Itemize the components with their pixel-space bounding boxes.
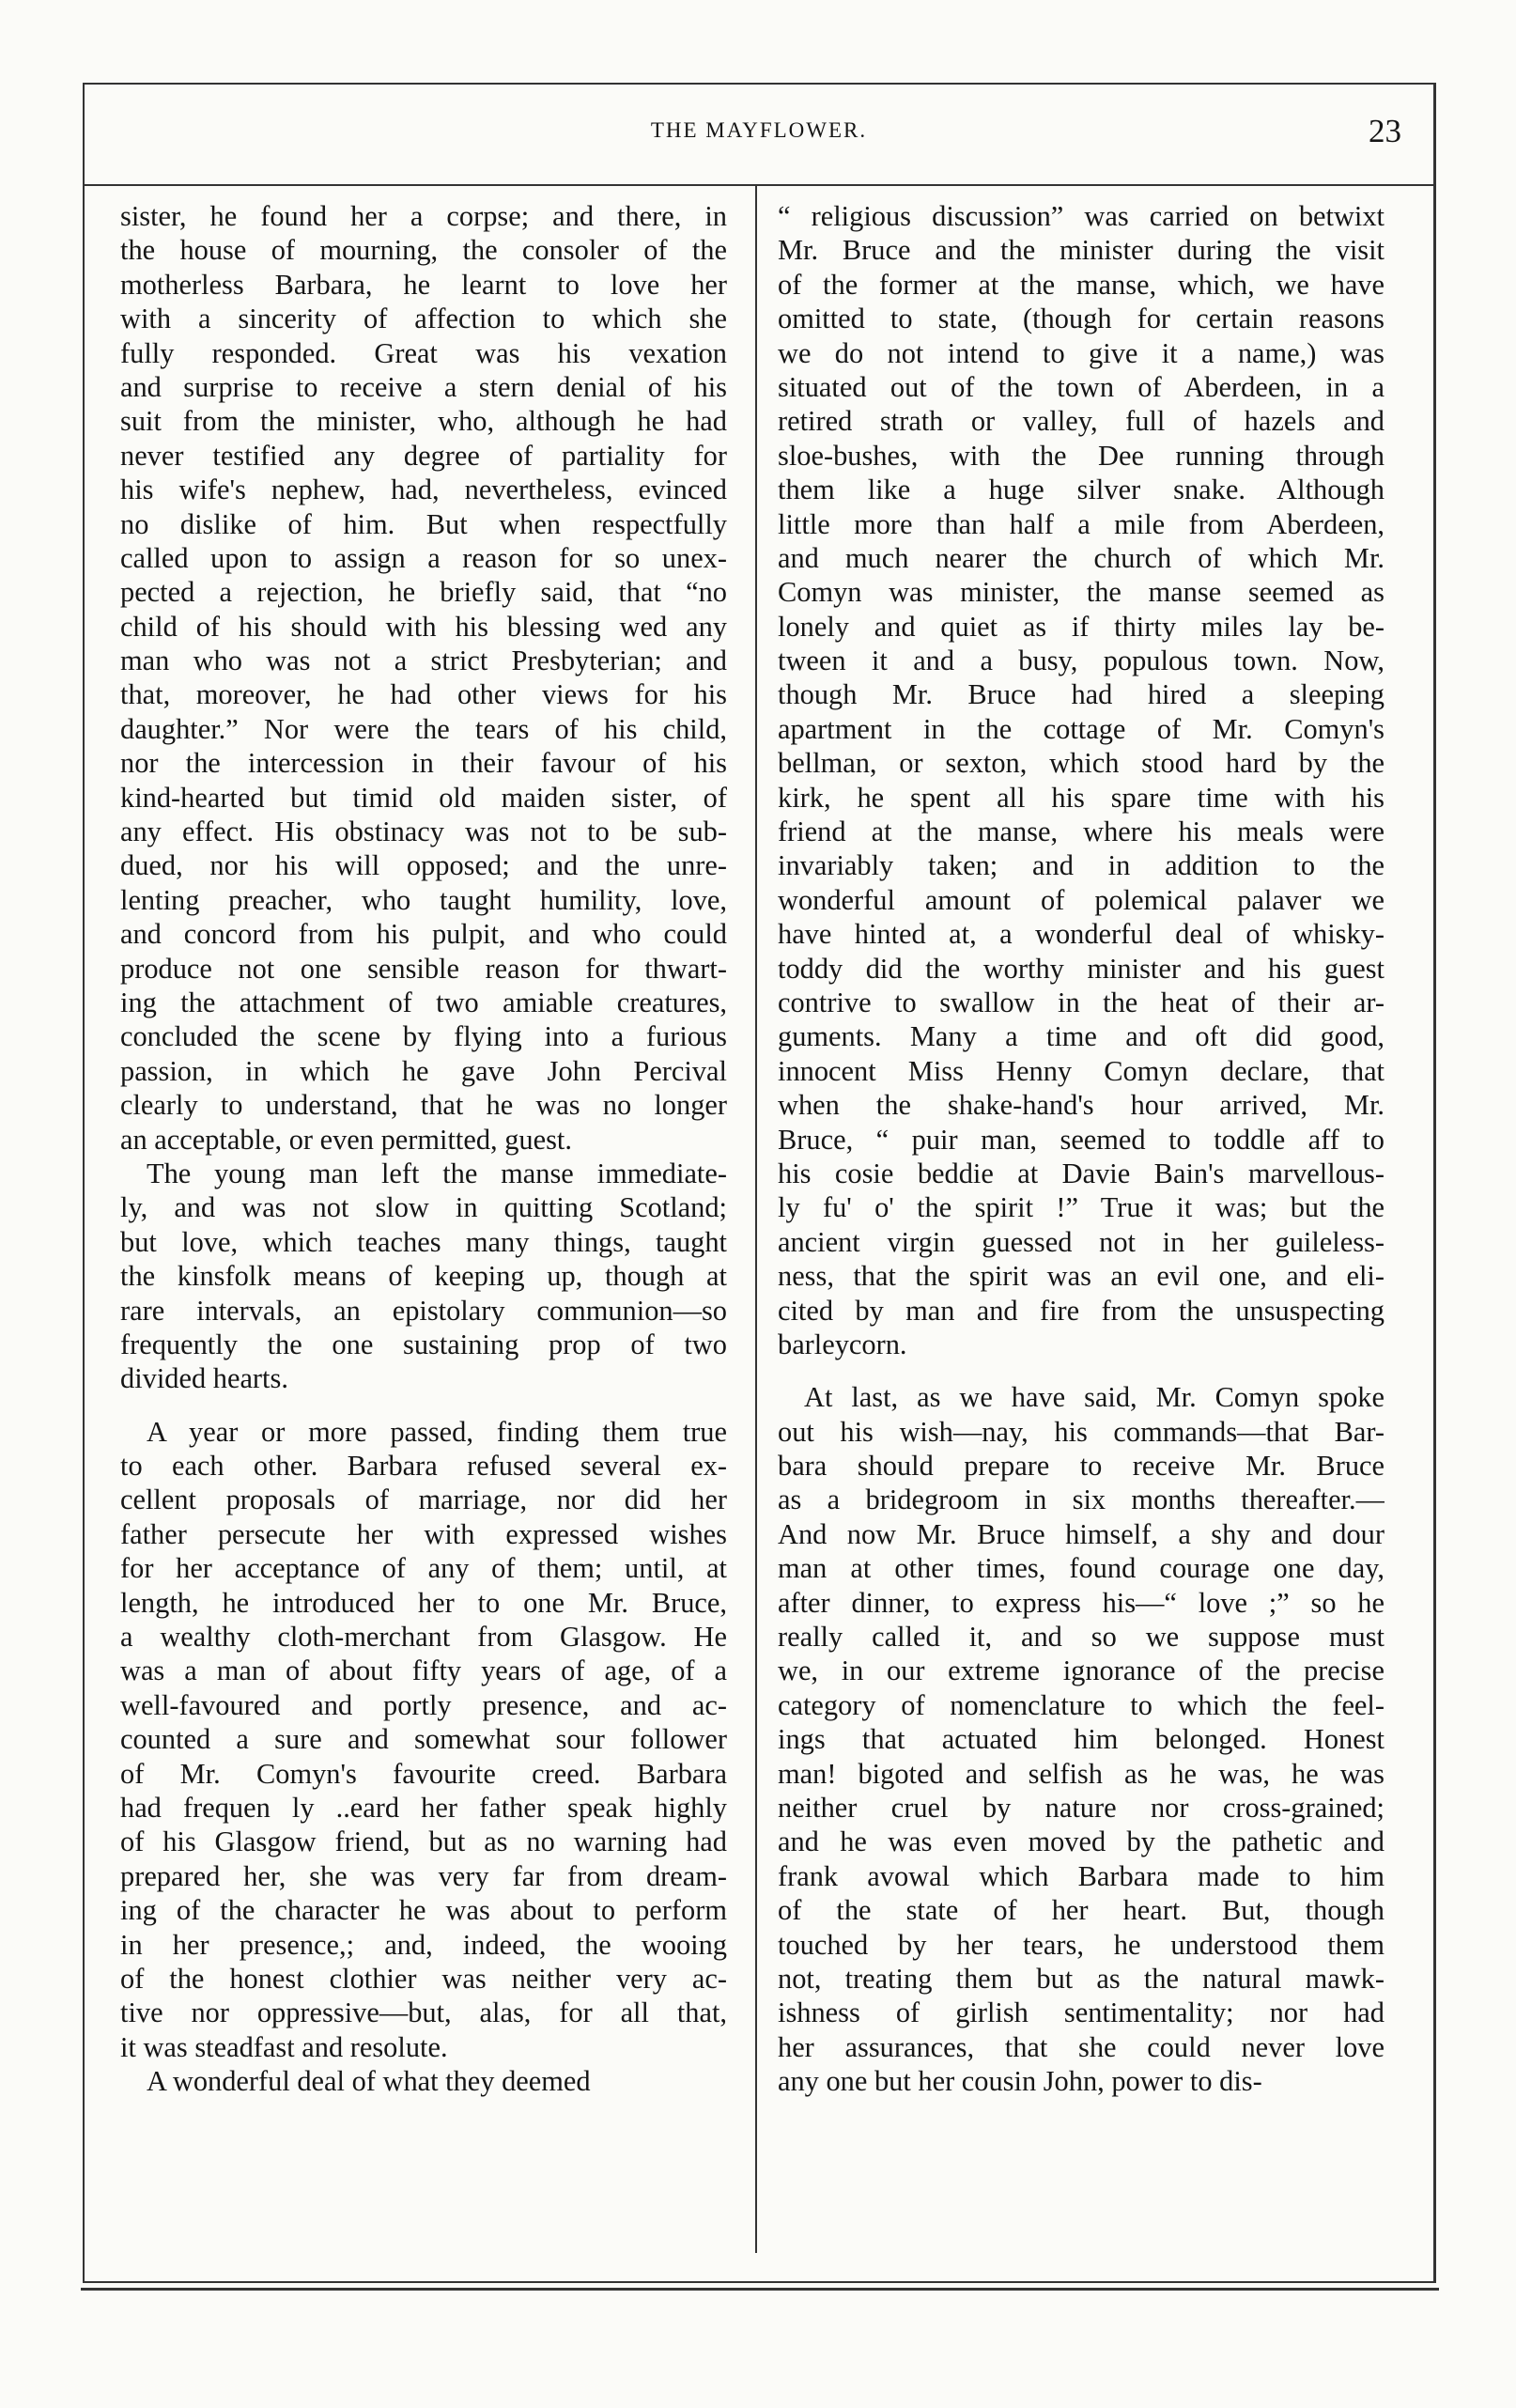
text-line: as a bridegroom in six months thereafter.— <box>778 1484 1385 1516</box>
text-line: ness, that the spirit was an evil one, and eli- <box>778 1260 1385 1293</box>
text-line: we do not intend to give it a name,) was <box>778 336 1385 369</box>
text-line: suit from the minister, who, although he had <box>120 405 727 438</box>
text-line: dued, nor his will opposed; and the unre- <box>120 849 727 882</box>
text-line: was a man of about fifty years of age, of a <box>120 1655 727 1687</box>
text-line: of the state of her heart. But, though <box>778 1894 1385 1927</box>
text-line: retired strath or valley, full of hazels and <box>778 405 1385 438</box>
text-line: ancient virgin guessed not in her guileless- <box>778 1225 1385 1258</box>
text-line: motherless Barbara, he learnt to love her <box>120 268 727 301</box>
text-line: to each other. Barbara refused several ex- <box>120 1450 727 1483</box>
text-line: that, moreover, he had other views for his <box>120 678 727 711</box>
text-line: a wealthy cloth-merchant from Glasgow. He <box>120 1621 727 1654</box>
text-line: cellent proposals of marriage, nor did her <box>120 1484 727 1516</box>
text-line: of the former at the manse, which, we have <box>778 268 1385 301</box>
text-line: rare intervals, an epistolary communion—so <box>120 1294 727 1327</box>
text-line: any one but her cousin John, power to dis- <box>778 2065 1262 2098</box>
text-line: and much nearer the church of which Mr. <box>778 541 1385 574</box>
text-line: Mr. Bruce and the minister during the visit <box>778 234 1385 267</box>
text-line: ing of the character he was about to perform <box>120 1894 727 1927</box>
text-line: had frequen ly ..eard her father speak highly <box>120 1791 727 1824</box>
text-line: barleycorn. <box>778 1328 907 1360</box>
text-line: length, he introduced her to one Mr. Bruce, <box>120 1586 727 1619</box>
text-line: out his wish—nay, his commands—that Bar- <box>778 1415 1385 1448</box>
text-line: for her acceptance of any of them; until, at <box>120 1552 727 1585</box>
text-line: lonely and quiet as if thirty miles lay be- <box>778 610 1385 643</box>
text-line: ishness of girlish sentimentality; nor had <box>778 1996 1385 2029</box>
text-line: wonderful amount of polemical palaver we <box>778 883 1385 916</box>
text-line: child of his should with his blessing wed any <box>120 610 727 643</box>
page-header <box>85 113 1433 171</box>
text-line: man! bigoted and selfish as he was, he was <box>778 1757 1385 1790</box>
text-line: Comyn was minister, the manse seemed as <box>778 576 1385 609</box>
text-line: innocent Miss Henny Comyn declare, that <box>778 1054 1385 1087</box>
text-line: his cosie beddie at Davie Bain's marvellous- <box>778 1157 1385 1189</box>
text-line: toddy did the worthy minister and his guest <box>778 952 1385 985</box>
text-line: fully responded. Great was his vexation <box>120 336 727 369</box>
text-line: it was steadfast and resolute. <box>120 2030 448 2063</box>
text-line: and concord from his pulpit, and who could <box>120 918 727 951</box>
text-line: And now Mr. Bruce himself, a shy and dour <box>778 1517 1385 1550</box>
text-line: lenting preacher, who taught humility, love, <box>120 883 727 916</box>
text-line: of his Glasgow friend, but as no warning had <box>120 1825 727 1858</box>
text-line: prepared her, she was very far from dream- <box>120 1859 727 1892</box>
right-column <box>778 199 1385 2098</box>
text-line: Bruce, “ puir man, seemed to toddle aff to <box>778 1123 1385 1156</box>
text-line: A year or more passed, finding them true <box>147 1415 727 1448</box>
text-line: ings that actuated him belonged. Honest <box>778 1723 1385 1756</box>
text-line: apartment in the cottage of Mr. Comyn's <box>778 712 1385 745</box>
text-line: of the honest clothier was neither very ac- <box>120 1962 727 1995</box>
page-frame <box>83 83 1436 2283</box>
text-line: At last, as we have said, Mr. Comyn spoke <box>804 1381 1385 1414</box>
text-line: with a sincerity of affection to which she <box>120 303 727 335</box>
text-line: an acceptable, or even permitted, guest. <box>120 1123 572 1156</box>
running-title: THE MAYFLOWER. <box>650 118 868 142</box>
column-divider <box>755 184 757 2253</box>
text-line: The young man left the manse immediate- <box>147 1157 727 1189</box>
text-line: clearly to understand, that he was no longer <box>120 1089 727 1122</box>
text-line: no dislike of him. But when respectfully <box>120 507 727 540</box>
text-line: frank avowal which Barbara made to him <box>778 1859 1385 1892</box>
text-line: frequently the one sustaining prop of two <box>120 1328 727 1360</box>
text-line: ly fu' o' the spirit !” True it was; but the <box>778 1191 1385 1224</box>
text-line: guments. Many a time and oft did good, <box>778 1020 1385 1053</box>
text-line: man at other times, found courage one day, <box>778 1552 1385 1585</box>
text-line: passion, in which he gave John Percival <box>120 1054 727 1087</box>
text-line: sister, he found her a corpse; and there, in <box>120 200 727 232</box>
text-line: concluded the scene by flying into a furious <box>120 1020 727 1053</box>
text-line: well-favoured and portly presence, and ac- <box>120 1688 727 1721</box>
text-line: situated out of the town of Aberdeen, in a <box>778 370 1385 403</box>
text-line: we, in our extreme ignorance of the precise <box>778 1655 1385 1687</box>
text-line: her assurances, that she could never love <box>778 2030 1385 2063</box>
text-line: man who was not a strict Presbyterian; and <box>120 645 727 677</box>
text-line: ly, and was not slow in quitting Scotland; <box>120 1191 727 1224</box>
left-column <box>120 199 727 2098</box>
text-line: pected a rejection, he briefly said, that “no <box>120 576 727 609</box>
header-rule <box>85 184 1433 186</box>
text-line: not, treating them but as the natural mawk- <box>778 1962 1385 1995</box>
text-line: them like a huge silver snake. Although <box>778 474 1385 506</box>
text-line: kirk, he spent all his spare time with his <box>778 781 1385 814</box>
text-line: neither cruel by nature nor cross-grained; <box>778 1791 1385 1824</box>
text-line: sloe-bushes, with the Dee running through <box>778 439 1385 472</box>
text-line: nor the intercession in their favour of his <box>120 747 727 780</box>
text-line: never testified any degree of partiality for <box>120 439 727 472</box>
text-line: tive nor oppressive—but, alas, for all that, <box>120 1996 727 2029</box>
text-line: really called it, and so we suppose must <box>778 1621 1385 1654</box>
text-line: the kinsfolk means of keeping up, though at <box>120 1260 727 1293</box>
text-line: father persecute her with expressed wishes <box>120 1517 727 1550</box>
text-line: after dinner, to express his—“ love ;” so he <box>778 1586 1385 1619</box>
text-line: category of nomenclature to which the feel- <box>778 1688 1385 1721</box>
text-line: bellman, or sexton, which stood hard by the <box>778 747 1385 780</box>
text-line: counted a sure and somewhat sour follower <box>120 1723 727 1756</box>
text-line: when the shake-hand's hour arrived, Mr. <box>778 1089 1385 1122</box>
text-line: touched by her tears, he understood them <box>778 1928 1385 1961</box>
text-line: invariably taken; and in addition to the <box>778 849 1385 882</box>
paragraph-gap <box>778 1361 1385 1380</box>
text-line: of Mr. Comyn's favourite creed. Barbara <box>120 1757 727 1790</box>
text-line: kind-hearted but timid old maiden sister, of <box>120 781 727 814</box>
text-line: bara should prepare to receive Mr. Bruce <box>778 1450 1385 1483</box>
page-number: 23 <box>1369 113 1401 149</box>
text-line: daughter.” Nor were the tears of his child, <box>120 712 727 745</box>
text-line: the house of mourning, the consoler of the <box>120 234 727 267</box>
paragraph-gap <box>120 1396 727 1415</box>
text-line: ing the attachment of two amiable creatures, <box>120 986 727 1018</box>
text-line: friend at the manse, where his meals were <box>778 816 1385 848</box>
text-line: any effect. His obstinacy was not to be sub- <box>120 816 727 848</box>
text-line: have hinted at, a wonderful deal of whisky- <box>778 918 1385 951</box>
text-line: but love, which teaches many things, taught <box>120 1225 727 1258</box>
text-line: divided hearts. <box>120 1362 288 1395</box>
text-line: little more than half a mile from Aberdeen, <box>778 507 1385 540</box>
text-line: cited by man and fire from the unsuspecting <box>778 1294 1385 1327</box>
text-line: his wife's nephew, had, nevertheless, evinced <box>120 474 727 506</box>
text-line: though Mr. Bruce had hired a sleeping <box>778 678 1385 711</box>
text-line: “ religious discussion” was carried on betwixt <box>778 200 1385 232</box>
text-line: produce not one sensible reason for thwart- <box>120 952 727 985</box>
text-line: and he was even moved by the pathetic and <box>778 1825 1385 1858</box>
text-line: contrive to swallow in the heat of their ar- <box>778 986 1385 1018</box>
text-line: omitted to state, (though for certain reasons <box>778 303 1385 335</box>
text-line: A wonderful deal of what they deemed <box>147 2065 591 2098</box>
text-line: tween it and a busy, populous town. Now, <box>778 645 1385 677</box>
text-line: called upon to assign a reason for so unex- <box>120 541 727 574</box>
text-line: and surprise to receive a stern denial of his <box>120 370 727 403</box>
text-line: in her presence,; and, indeed, the wooing <box>120 1928 727 1961</box>
